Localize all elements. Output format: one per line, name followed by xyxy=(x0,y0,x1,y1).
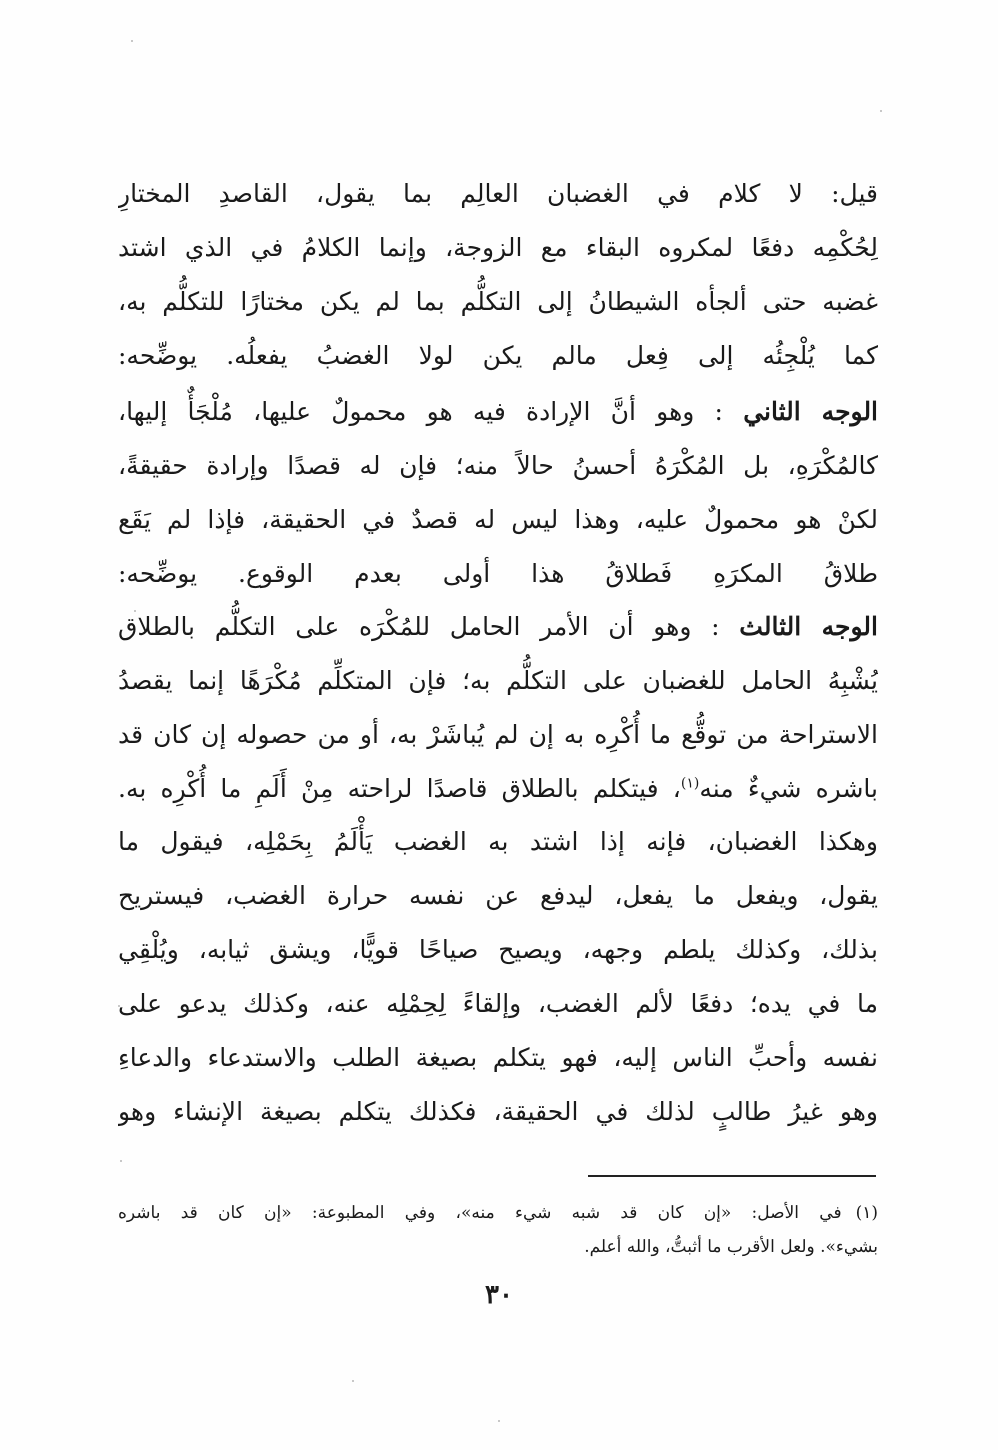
text-line: غضبه حتى ألجأه الشيطانُ إلى التكلُّم بما لم يكن مختارًا للتكلُّم به، xyxy=(118,287,878,316)
section-heading: الوجه الثالث xyxy=(739,612,878,641)
section-heading: الوجه الثاني xyxy=(743,397,878,426)
text-line: لِحُكْمِه دفعًا لمكروه البقاء مع الزوجة، وإنما الكلامُ في الذي اشتد xyxy=(118,233,878,262)
text-line: قيل: لا كلام في الغضبان العالِم بما يقول، القاصدِ المختارِ xyxy=(118,179,878,208)
text-line: بذلك، وكذلك يلطم وجهه، ويصيح صياحًا قويًّا، ويشق ثيابه، ويُلْقِي xyxy=(118,935,878,964)
text-run: : وهو أن الأمر الحامل للمُكْرَه على التكلُّم بالطلاق xyxy=(118,612,720,641)
scan-speck xyxy=(880,110,882,112)
scan-speck xyxy=(352,1380,354,1382)
paragraph-3 xyxy=(118,600,878,816)
footnote-text: في الأصل: «إن كان قد شبه شيء منه»، وفي المطبوعة: «إن كان قد باشره xyxy=(118,1203,842,1223)
paragraph-2 xyxy=(118,385,878,601)
text-line: وهكذا الغضبان، فإنه إذا اشتد به الغضب يَأْلَمُ بِحَمْلِه، فيقول ما xyxy=(118,827,878,856)
text-line: يقول، ويفعل ما يفعل، ليدفع عن نفسه حرارة الغضب، فيستريح xyxy=(118,881,878,910)
paragraph-1 xyxy=(118,167,878,383)
text-line: طلاقُ المكرَهِ فَطلاقُ هذا أولى بعدم الوقوع. يوضِّحه: xyxy=(118,559,878,588)
text-line: كما يُلْجِئُه إلى فِعل مالم يكن لولا الغضبُ يفعلُه. يوضِّحه: xyxy=(118,341,878,370)
text-line: نفسه وأحبِّ الناس إليه، فهو يتكلم بصيغة الطلب والاستدعاء والدعاءِ xyxy=(118,1043,878,1072)
footnote-line xyxy=(118,1196,878,1230)
text-line xyxy=(118,600,878,654)
footnote-line: بشيء». ولعل الأقرب ما أثبتُّ، والله أعلم. xyxy=(584,1237,878,1257)
text-run: : وهو أنَّ الإرادة فيه هو محمولٌ عليها، مُلْجَأٌ إليها، xyxy=(118,397,723,426)
text-line: لكنْ هو محمولٌ عليه، وهذا ليس له قصدٌ في الحقيقة، فإذا لم يَقَع xyxy=(118,505,878,534)
text-run: باشره شيءٌ منه xyxy=(699,774,878,803)
scan-speck xyxy=(131,40,133,42)
text-line: يُشْبِهُ الحامل للغضبان على التكلُّم به؛ فإن المتكلِّم مُكْرَهًا إنما يقصدُ xyxy=(118,666,878,695)
text-line xyxy=(118,385,878,439)
text-line: كالمُكْرَهِ، بل المُكْرَهُ أحسنُ حالاً منه؛ فإن له قصدًا وإرادة حقيقةً، xyxy=(118,451,878,480)
text-line: الاستراحة من توقُّع ما أُكْرِه به إن لم يُباشَرْ به، أو من حصوله إن كان قد xyxy=(118,720,878,749)
scan-speck xyxy=(498,1420,500,1422)
text-run: ، فيتكلم بالطلاق قاصدًا لراحته مِنْ أَلَمِ ما أُكْرِه به. xyxy=(118,774,681,803)
footnote-separator xyxy=(588,1175,876,1177)
page-number: ٣٠ xyxy=(485,1280,513,1310)
scan-speck xyxy=(120,1160,122,1162)
text-line: وهو غيرُ طالبٍ لذلك في الحقيقة، فكذلك يتكلم بصيغة الإنشاء وهو xyxy=(118,1097,878,1126)
paragraph-4 xyxy=(118,815,878,1139)
text-line: ما في يده؛ دفعًا لألم الغضب، وإلقاءً لِحِمْلِه عنه، وكذلك يدعو على xyxy=(118,989,878,1018)
footnote-number: (١) xyxy=(855,1203,878,1223)
footnote-reference[interactable]: (١) xyxy=(680,775,700,792)
footnote xyxy=(118,1196,878,1264)
text-line xyxy=(118,762,878,816)
